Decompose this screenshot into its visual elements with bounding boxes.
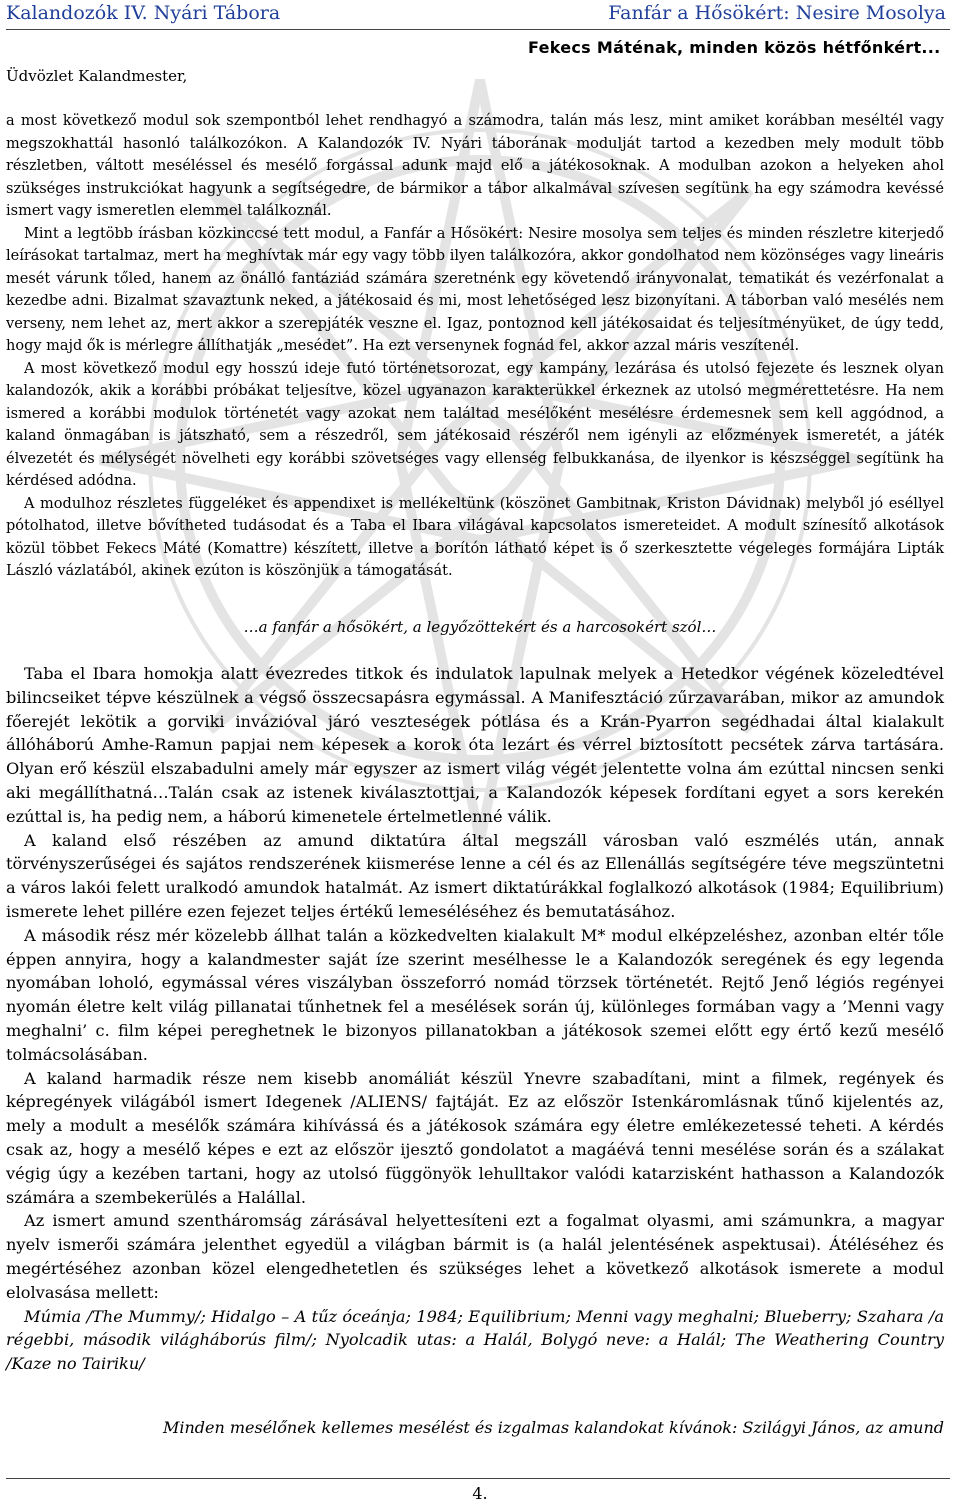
intro-section: [6, 110, 944, 583]
main-paragraph-2: A kaland első részében az amund diktatúra által megszáll városban való eszmélés után, annak törvényszerűségei és sajátos rendszerének kiismerése lenne a cél és az Ellenállás segítségére téve megszüntetni a város lakói felett uralkodó amundok hatalmát. Az ismert diktatúrákkal foglalkozó alkotások (1984; Equilibrium) ismerete lehet pillére ezen fejezet teljes értékű lemeséléséhez és bemutatásához.: [6, 830, 944, 921]
dedication: Fekecs Máténak, minden közös hétfőnkért...: [528, 38, 941, 57]
intro-paragraph-2: Mint a legtöbb írásban közkinccsé tett modul, a Fanfár a Hősökért: Nesire mosolya sem teljes és minden részletre kiterjedő leírásokat tartalmaz, mert ha meghívtak már egy vagy több ilyen találkozóra, akkor gondolhatod nem közönséges vagy lineáris mesét várunk tőled, hanem az önálló fantáziád számára szeretnénk egy követendő irányvonalat, tematikát és vezérfonalat a kezedbe adni. Bizalmat szavaztunk neked, a játékosaid és mi, most lehetőséged lesz bizonyítani. A táborban való mesélés nem verseny, nem lehet az, mert akkor a szerepjáték veszne el. Igaz, pontoznod kell játékosaidat és teljesítményüket, de úgy tedd, hogy majd ők is mérlegre állíthatják „mesédet”. Ha ezt versenynek fognád fel, akkor azzal máris veszítenél.: [6, 225, 944, 354]
main-paragraph-4: A kaland harmadik része nem kisebb anomáliát készül Ynevre szabadítani, mint a filmek, regények és képregények világából ismert Idegenek /ALIENS/ fajtáját. Ez az először Istenkáromlásnak tűnő kijelentés az, mely a modult a mesélők számára kihívássá és a játékosok számára egy életre emlékezetessé teheti. A kérdés csak az, hogy a mesélő képes e ezt az először ijesztő gondolatot a magáévá tenni mesélése során és a szálakat végig úgy a kezében tartani, hogy az utolsó függönyök lehulltakor valódi katarzisként hathasson a Kalandozók számára a szembekerülés a Halállal.: [6, 1068, 944, 1207]
intro-paragraph-4: A modulhoz részletes függeléket és appendixet is mellékeltünk (köszönet Gambitnak, Kriston Dávidnak) melyből jó eséllyel pótolhatod, illetve bővítheted tudásodat és a Taba el Ibara világával kapcsolatos ismereteidet. A modult színesítő alkotások közül többet Fekecs Máté (Komattre) készített, illetve a borítón látható képet is ő szerkesztette végeleges formájára Lipták László vázlatából, akinek ezúton is köszönjük a támogatását.: [6, 495, 944, 579]
page-number: 4.: [472, 1484, 488, 1503]
main-section: [6, 662, 944, 1376]
intro-paragraph-3: A most következő modul egy hosszú ideje futó történetsorozat, egy kampány, lezárása és utolsó fejezete és lesznek olyan kalandozók, akik a korábbi próbákat teljesítve, közel ugyanazon karakterükkel érkeznek az utolsó megmérettetésre. Ha nem ismered a korábbi modulok történetét vagy azokat nem találtad mesélőként mesélésre érdemesnek sem kell aggódnod, a kaland önmagában is játszható, sem a részedről, sem játékosaid részéről nem igényli az előzmények ismeretét, a játék élvezetét és mélységét növelheti egy korábbi szövetséges vagy ellenség felbukkanása, de ilyenkor is készséggel segítünk ha kérdésed adódna.: [6, 360, 944, 489]
signature: Minden mesélőnek kellemes mesélést és izgalmas kalandokat kívánok: Szilágyi János, az amund: [162, 1418, 944, 1437]
header-left-title: Kalandozók IV. Nyári Tábora: [6, 2, 281, 24]
main-paragraph-5: Az ismert amund szentháromság zárásával helyettesíteni ezt a fogalmat olyasmi, ami számunkra, a magyar nyelv ismerői számára jelenthet egyedül a világban bármit is (a halál jelentésének aspektusai). Átéléséhez és megértéséhez azonban közel elengedhetetlen és szükséges lehet a következő alkotások ismerete a modul elolvasása mellett:: [6, 1211, 944, 1302]
main-paragraph-3: A második rész mér közelebb állhat talán a közkedvelten kialakult M* modul elképzeléshez, azonban eltér tőle éppen annyira, hogy a kalandmester saját íze szerint mesélhesse le a Kalandozók seregének és egy legenda nyomában loholó, egymással véres viszályban összeforró nomád törzsek történetét. Rejtő Jenő légiós regényei nyomán életre kelt világ pillanatai tűnhetnek fel a mesélések során új, különleges formában vagy a ’Menni vagy meghalni’ c. film képei pereghetnek le bizonyos pillanatokban a játékosok szemei előtt egy értő kezű mesélő tolmácsolásában.: [6, 925, 944, 1064]
greeting: Üdvözlet Kalandmester,: [6, 67, 188, 85]
references-list: Múmia /The Mummy/; Hidalgo – A tűz óceánja; 1984; Equilibrium; Menni vagy meghalni; Blueberry; Szahara /a régebbi, második világháborús film/; Nyolcadik utas: a Halál, Bolygó neve: a Halál; The Weathering Country /Kaze no Tairiku/: [6, 1306, 944, 1374]
header-right-title: Fanfár a Hősökért: Nesire Mosolya: [608, 2, 946, 24]
footer-divider: [6, 1478, 950, 1479]
intro-paragraph-1: a most következő modul sok szempontból lehet rendhagyó a számodra, talán más lesz, mint amiket korábban meséltél vagy megszokhattál hasonló találkozókon. A Kalandozók IV. Nyári táborának modulját tartod a kezedben mely modult több részletben, váltott meséléssel és mesélő forgással adunk majd elő a játékosoknak. A modulban azokon a helyeken ahol szükséges instrukciókat hagyunk a segítségedre, de bármikor a tábor alkalmával szívesen segítünk ha egy számodra kevéssé ismert vagy ismeretlen elemmel találkoznál.: [6, 113, 944, 219]
header-divider: [6, 29, 950, 30]
motto: …a fanfár a hősökért, a legyőzöttekért és a harcosokért szól…: [243, 618, 717, 636]
main-paragraph-1: Taba el Ibara homokja alatt évezredes titkok és indulatok lapulnak melyek a Hetedkor végének közeledtével bilincseiket tépve készülnek a végső összecsapásra egymással. A Manifesztáció zűrzavarában, mikor az amundok főerejét lekötik a gorviki invázióval járó veszteségek pótlása és a Krán-Pyarron segédhadai által kialakult állóháború Amhe-Ramun papjai nem képesek a korok óta lezárt és vérrel biztosított pecsétek zárva tartására. Olyan erő készül elszabadulni amely már egyszer az ismert világ végét jelentette volna ám ezúttal nincsen senki aki megállíthatná…Talán csak az istenek kiválasztottjai, a Kalandozók képesek fordítani egyet a sors kerekén ezúttal is, ha pedig nem, a háború kimenetele értelmetlenné válik.: [6, 664, 944, 826]
